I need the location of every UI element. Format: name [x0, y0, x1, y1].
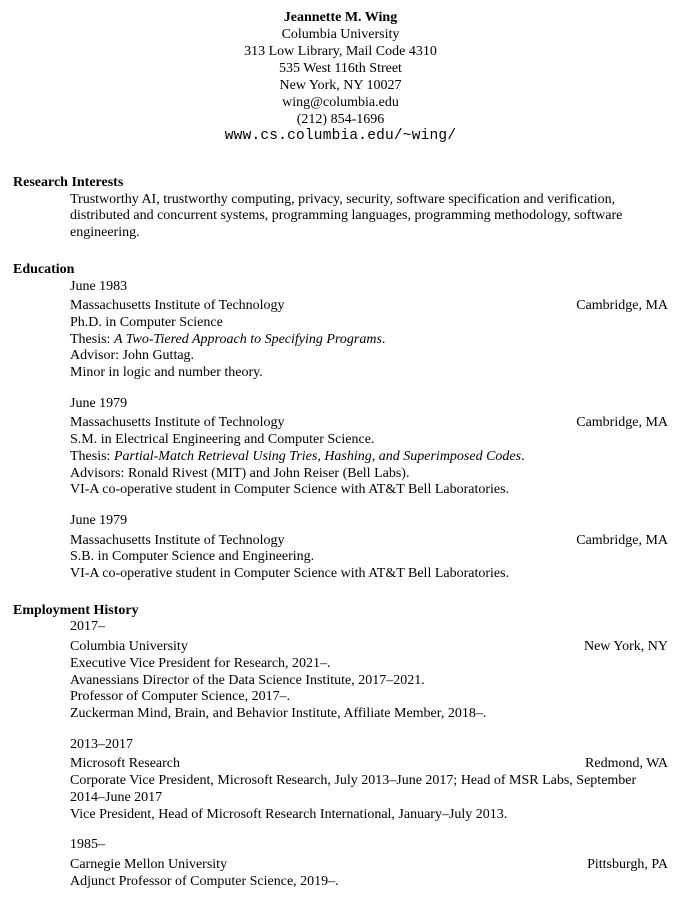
education-entry-sm: [70, 396, 668, 499]
entry-institution-row: [70, 533, 668, 550]
detail-text: Professor of Computer Science, 2017–.: [70, 689, 291, 705]
detail-text: Advisors: Ronald Rivest (MIT) and John Reiser (Bell Labs).: [70, 465, 410, 481]
entry-institution: Massachusetts Institute of Technology: [70, 532, 285, 548]
entry-institution-row: [70, 415, 668, 432]
cv-affiliation: Columbia University: [281, 27, 400, 42]
detail-text: Avanessians Director of the Data Science Institute, 2017–2021.: [70, 672, 425, 688]
entry-institution: Microsoft Research: [70, 756, 181, 772]
detail-text: S.B. in Computer Science and Engineering.: [70, 549, 315, 565]
entry-institution: Columbia University: [70, 639, 188, 655]
detail-text: Executive Vice President for Research, 2021–.: [70, 655, 331, 671]
entry-detail-line: [70, 315, 668, 332]
cv-address-line-2: 535 West 116th Street: [279, 61, 402, 76]
cv-email: wing@columbia.edu: [282, 95, 399, 110]
cv-header: [13, 9, 668, 145]
entry-detail-line: [70, 689, 668, 706]
detail-text: Advisor: John Guttag.: [70, 348, 195, 364]
detail-text: Vice President, Head of Microsoft Research International, January–July 2013.: [70, 806, 508, 822]
cv-address-line-3: New York, NY 10027: [279, 78, 402, 93]
entry-institution-row: [70, 298, 668, 315]
research-interests-text: Trustworthy AI, trustworthy computing, privacy, security, software specification and verification, distributed and concurrent systems, programming languages, programming methodology, software engineering.: [70, 191, 623, 241]
detail-text: Adjunct Professor of Computer Science, 2019–.: [70, 873, 339, 889]
entry-institution-row: [70, 756, 668, 773]
entry-detail-line: [70, 449, 668, 466]
employment-entry-columbia: [70, 619, 668, 722]
entry-date: 1985–: [70, 837, 105, 853]
section-education: [13, 262, 668, 583]
entry-detail-line: [70, 549, 668, 566]
entry-date: June 1983: [70, 278, 128, 294]
entry-institution: Massachusetts Institute of Technology: [70, 298, 285, 314]
detail-suffix: .: [381, 331, 386, 347]
detail-text: Ph.D. in Computer Science: [70, 314, 223, 330]
section-title-employment-history: Employment History: [13, 602, 139, 618]
entry-detail-line: [70, 432, 668, 449]
section-title-education: Education: [13, 261, 75, 277]
entry-detail-line: [70, 332, 668, 349]
entry-detail-line: [70, 807, 668, 824]
cv-address-line-1: 313 Low Library, Mail Code 4310: [244, 44, 437, 59]
entry-detail-line: [70, 482, 668, 499]
entry-detail-line: [70, 673, 668, 690]
entry-detail-line: [70, 566, 668, 583]
entry-detail-line: [70, 365, 668, 382]
entry-detail-line: [70, 466, 668, 483]
detail-text: Minor in logic and number theory.: [70, 365, 263, 381]
detail-suffix: .: [521, 448, 525, 464]
entry-date: June 1979: [70, 395, 128, 411]
entry-date: June 1979: [70, 512, 128, 528]
detail-text: Corporate Vice President, Microsoft Research, July 2013–June 2017; Head of MSR Labs, September 2014–June 2017: [70, 773, 637, 805]
thesis-title-italic: A Two-Tiered Approach to Specifying Programs: [113, 331, 382, 347]
education-entry-phd: [70, 279, 668, 382]
section-research-interests: [13, 175, 668, 242]
entry-detail-line: [70, 348, 668, 365]
detail-text: Zuckerman Mind, Brain, and Behavior Institute, Affiliate Member, 2018–.: [70, 705, 487, 721]
entry-detail-line: [70, 773, 668, 806]
detail-text: VI-A co-operative student in Computer Science with AT&T Bell Laboratories.: [70, 482, 510, 498]
cv-website-url: www.cs.columbia.edu/~wing/: [224, 128, 457, 144]
entry-detail-line: [70, 656, 668, 673]
employment-entry-cmu: [70, 837, 668, 890]
entry-detail-line: [70, 706, 668, 723]
cv-name: Jeannette M. Wing: [283, 10, 398, 25]
education-entry-sb: [70, 513, 668, 583]
section-title-research-interests: Research Interests: [13, 175, 124, 190]
entry-institution: Carnegie Mellon University: [70, 856, 228, 872]
entry-date: 2013–2017: [70, 736, 133, 752]
entry-institution: Massachusetts Institute of Technology: [70, 415, 285, 431]
detail-text: VI-A co-operative student in Computer Science with AT&T Bell Laboratories.: [70, 566, 510, 582]
entry-date: 2017–: [70, 619, 105, 635]
entry-location: Cambridge, MA: [576, 298, 668, 314]
entry-institution-row: [70, 639, 668, 656]
detail-text: Thesis:: [70, 448, 114, 464]
detail-text: Thesis:: [70, 331, 114, 347]
entry-institution-row: [70, 857, 668, 874]
entry-location: Pittsburgh, PA: [587, 856, 668, 872]
cv-phone: (212) 854-1696: [296, 112, 385, 127]
entry-location: Cambridge, MA: [576, 415, 668, 431]
entry-location: New York, NY: [583, 639, 668, 655]
entry-location: Cambridge, MA: [576, 532, 668, 548]
thesis-title-italic: Partial-Match Retrieval Using Tries, Hashing, and Superimposed Codes: [113, 448, 522, 464]
entry-detail-line: [70, 874, 668, 891]
employment-entry-microsoft: [70, 737, 668, 824]
entry-location: Redmond, WA: [585, 756, 668, 772]
section-employment-history: [13, 603, 668, 891]
detail-text: S.M. in Electrical Engineering and Computer Science.: [70, 432, 375, 448]
